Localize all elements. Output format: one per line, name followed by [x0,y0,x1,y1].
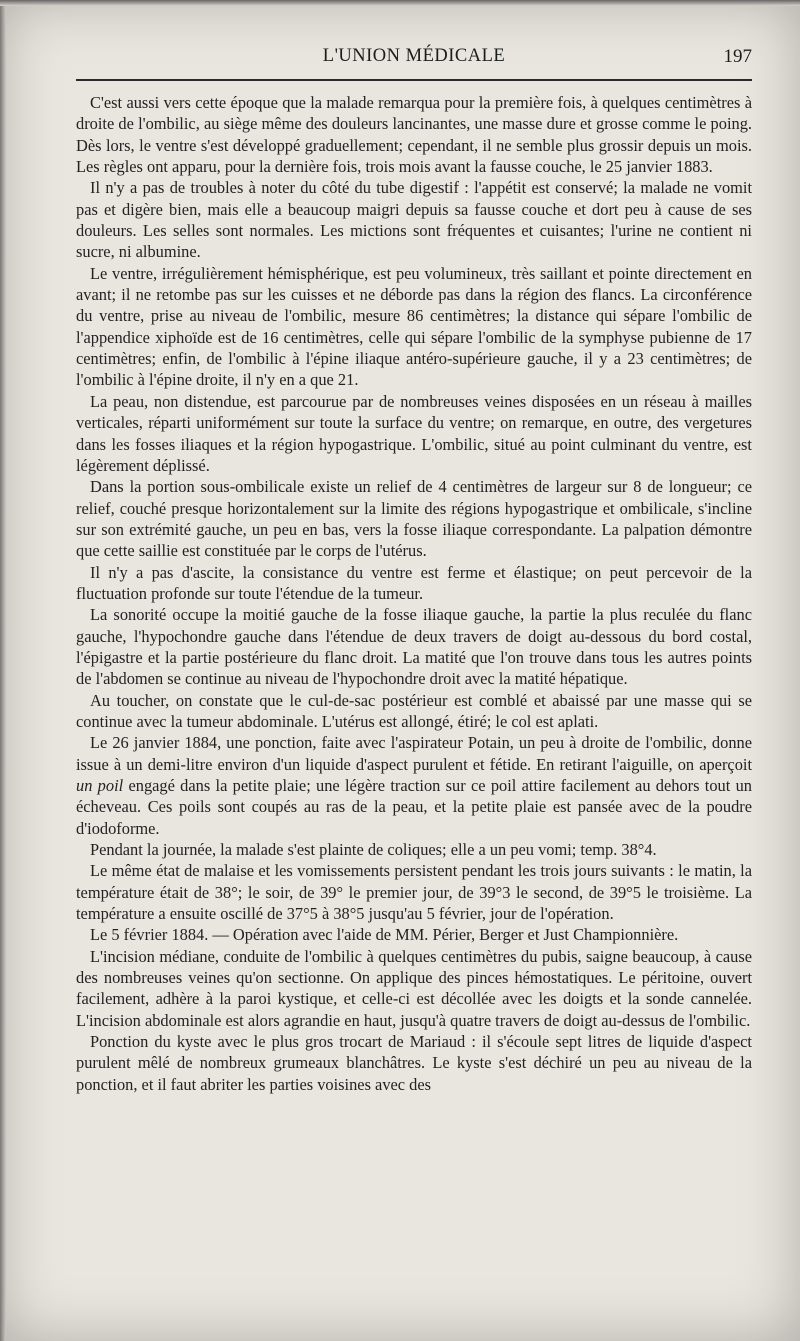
article-body [76,92,752,1095]
page-left-edge-shadow [0,0,6,1341]
page-header [76,44,752,74]
paragraph: La sonorité occupe la moitié gauche de la fosse iliaque gauche, la partie la plus reculée du flanc gauche, l'hypochondre gauche dans l'étendue de deux travers de doigt au-dessous du bord costal, l'épigastre et la partie postérieure du flanc droit. La matité que l'on trouve dans tous les autres points de l'abdomen se continue au niveau de l'hypochondre droit avec la matité hépatique. [76,605,752,689]
italic-phrase: un poil [76,776,124,795]
paragraph: Dans la portion sous-ombilicale existe un relief de 4 centimètres de largeur sur 8 de longueur; ce relief, couché presque horizontalement sur la limite des régions hypogastrique et ombilicale, s'incline sur son extrémité gauche, un peu en bas, vers la fosse iliaque correspondante. La palpation démontre que cette saillie est constituée par le corps de l'utérus. [76,477,752,561]
paragraph: L'incision médiane, conduite de l'ombilic à quelques centimètres du pubis, saigne beaucoup, à cause des nombreuses veines qu'on sectionne. On applique des pinces hémostatiques. Le péritoine, ouvert facilement, adhère à la paroi kystique, et celle-ci est décollée avec les doigts et la sonde cannelée. L'incision abdominale est alors agrandie en haut, jusqu'à quatre travers de doigt au-dessus de l'ombilic. [76,946,752,1030]
paragraph: La peau, non distendue, est parcourue par de nombreuses veines disposées en un réseau à mailles verticales, réparti uniformément sur toute la surface du ventre; on remarque, en outre, des vergetures dans les fosses iliaques et la région hypogastrique. L'ombilic, situé au point culminant du ventre, est légèrement déplissé. [76,391,752,475]
running-title: L'UNION MÉDICALE [322,46,506,66]
page-top-edge-shadow [0,0,800,6]
paragraph: Le 5 février 1884. — Opération avec l'aide de MM. Périer, Berger et Just Championnière. [90,925,679,945]
page-number: 197 [723,46,752,67]
paragraph: Il n'y a pas de troubles à noter du côté du tube digestif : l'appétit est conservé; la malade ne vomit pas et digère bien, mais elle a beaucoup maigri depuis sa fausse couche et dort peu à cause de ses douleurs. Les selles sont normales. Les mictions sont fréquentes et cuisantes; l'urine ne contient ni sucre, ni albumine. [76,178,752,262]
paragraph: Ponction du kyste avec le plus gros trocart de Mariaud : il s'écoule sept litres de liquide d'aspect purulent mêlé de nombreux grumeaux blanchâtres. Le kyste s'est déchiré un peu au niveau de la ponction, et il faut abriter les parties voisines avec des [76,1032,752,1094]
paragraph: Pendant la journée, la malade s'est plainte de coliques; elle a un peu vomi; temp. 38°4. [90,840,657,860]
paragraph: Le ventre, irrégulièrement hémisphérique, est peu volumineux, très saillant et pointe directement en avant; il ne retombe pas sur les cuisses et ne déborde pas dans la région des flancs. La circonférence du ventre, prise au niveau de l'ombilic, mesure 86 centimètres; la distance qui sépare l'ombilic de l'appendice xiphoïde est de 16 centimètres, celle qui sépare l'ombilic de la symphyse pubienne de 17 centimètres; enfin, de l'ombilic à l'épine iliaque antéro-supérieure gauche, il y a 23 centimètres; de l'ombilic à l'épine droite, il n'y en a que 21. [76,263,752,390]
paragraph: Le même état de malaise et les vomissements persistent pendant les trois jours suivants : le matin, la température était de 38°; le soir, de 39° le premier jour, de 39°3 le second, de 39°5 le troisième. La température a ensuite oscillé de 37°5 à 38°5 jusqu'au 5 février, jour de l'opération. [76,861,752,924]
header-rule [76,79,752,81]
paragraph: C'est aussi vers cette époque que la malade remarqua pour la première fois, à quelques centimètres à droite de l'ombilic, au siège même des douleurs lancinantes, une masse dure et grosse comme le poing. Dès lors, le ventre s'est développé graduellement; cependant, il ne semble plus grossir depuis un mois. Les règles ont apparu, pour la dernière fois, trois mois avant la fausse couche, le 25 janvier 1883. [76,93,752,177]
paragraph: Au toucher, on constate que le cul-de-sac postérieur est comblé et abaissé par une masse qui se continue avec la tumeur abdominale. L'utérus est allongé, étiré; le col est aplati. [76,690,752,731]
paragraph: Le 26 janvier 1884, une ponction, faite avec l'aspirateur Potain, un peu à droite de l'ombilic, donne issue à un demi-litre environ d'un liquide d'aspect purulent et fétide. En retirant l'aiguille, on aperçoit un poil engagé dans la petite plaie; une légère traction sur ce poil attire facilement au dehors tout un écheveau. Ces poils sont coupés au ras de la peau, et la petite plaie est pansée avec de la poudre d'iodoforme. [76,733,752,838]
paragraph: Il n'y a pas d'ascite, la consistance du ventre est ferme et élastique; on peut percevoir de la fluctuation profonde sur toute l'étendue de la tumeur. [76,562,752,603]
